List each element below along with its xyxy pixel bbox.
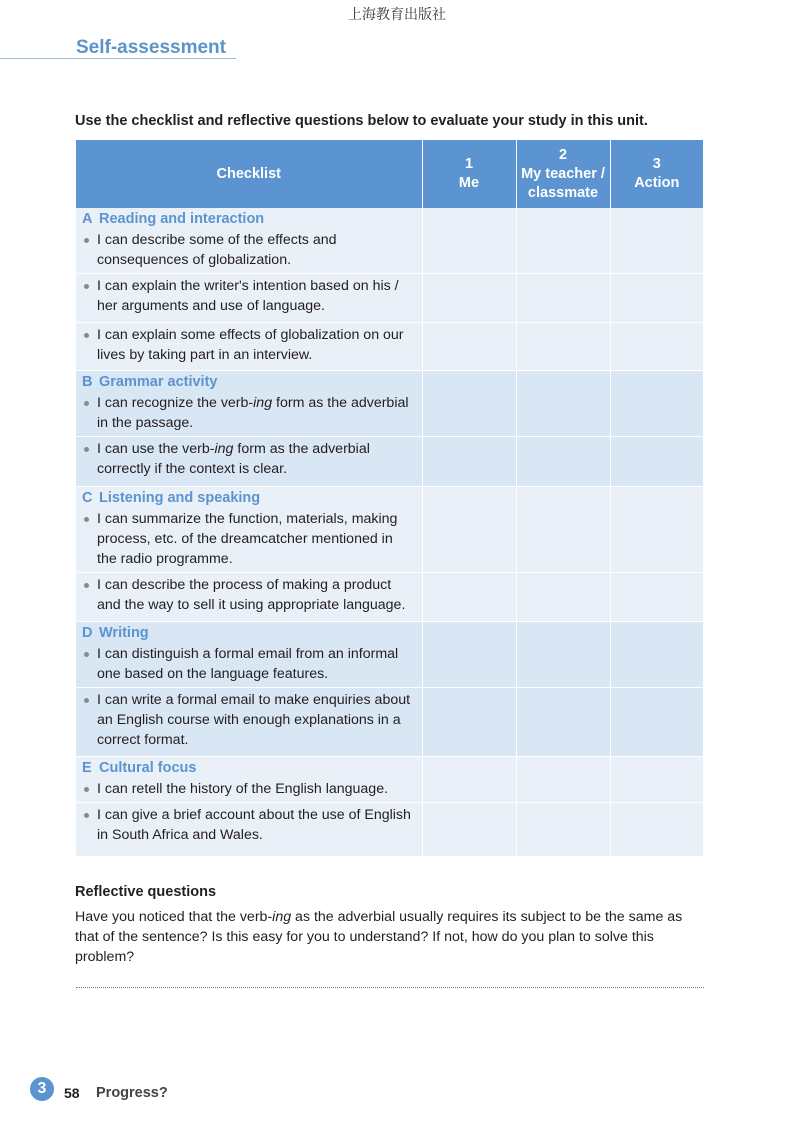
- section-heading: [82, 624, 416, 643]
- reflective-text-post: as the adverbial usually requires its subject to be the same as that of the sentence? Is this easy for you to understand? If not, how do you plan to solve this problem?: [75, 909, 683, 965]
- item-text: I can use the verb-: [97, 441, 215, 457]
- instruction-text: Use the checklist and reflective questions below to evaluate your study in this unit.: [75, 113, 648, 129]
- checklist-item: [82, 509, 416, 569]
- bullet-icon: [84, 447, 89, 452]
- checklist-item: [82, 276, 416, 316]
- checklist-cell: [76, 371, 422, 437]
- item-text: I can give a brief account about the use of English in South Africa and Wales.: [97, 807, 411, 843]
- section-title: Self-assessment: [76, 37, 226, 58]
- table-row: [76, 688, 703, 757]
- header-label: Checklist: [216, 165, 281, 182]
- rating-cell-teacher-classmate[interactable]: [516, 371, 610, 437]
- table-row: [76, 208, 703, 274]
- section-heading: [82, 373, 416, 392]
- checklist-cell: [76, 622, 422, 688]
- table-row: [76, 274, 703, 323]
- reflective-text-pre: Have you noticed that the verb-: [75, 909, 273, 925]
- table-row: [76, 487, 703, 573]
- item-text: I can explain the writer's intention based on his / her arguments and use of language.: [97, 278, 399, 314]
- checklist-item: [82, 575, 416, 615]
- rating-cell-teacher-classmate[interactable]: [516, 573, 610, 622]
- rating-cell-me[interactable]: [422, 323, 516, 371]
- item-text: I can recognize the verb-: [97, 395, 254, 411]
- checklist-item: [82, 230, 416, 270]
- checklist-item: [82, 325, 416, 365]
- rating-cell-action[interactable]: [610, 573, 703, 622]
- item-text: I can retell the history of the English language.: [97, 781, 389, 797]
- table-header-row: [76, 140, 703, 208]
- rating-cell-teacher-classmate[interactable]: [516, 487, 610, 573]
- table-row: [76, 437, 703, 487]
- unit-number-badge: 3: [30, 1077, 54, 1101]
- item-text: I can explain some effects of globalization on our lives by taking part in an interview.: [97, 327, 404, 363]
- item-text: I can describe the process of making a product and the way to sell it using appropriate language.: [97, 577, 406, 613]
- rating-cell-action[interactable]: [610, 274, 703, 323]
- bullet-icon: [84, 787, 89, 792]
- header-checklist: [76, 140, 422, 208]
- rating-cell-action[interactable]: [610, 803, 703, 857]
- reflective-questions-title: Reflective questions: [75, 884, 217, 900]
- bullet-icon: [84, 813, 89, 818]
- item-text: I can write a formal email to make enquiries about an English course with enough explanations in a correct format.: [97, 692, 411, 748]
- checklist-cell: [76, 323, 422, 371]
- rating-cell-me[interactable]: [422, 622, 516, 688]
- item-text-italic: ing: [253, 395, 273, 411]
- section-letter: C: [82, 490, 93, 506]
- rating-cell-teacher-classmate[interactable]: [516, 437, 610, 487]
- header-action: [610, 140, 703, 208]
- header-number: 1: [464, 156, 474, 172]
- rating-cell-teacher-classmate[interactable]: [516, 274, 610, 323]
- rating-cell-action[interactable]: [610, 622, 703, 688]
- table-row: [76, 622, 703, 688]
- checklist-item: [82, 439, 416, 479]
- rating-cell-action[interactable]: [610, 688, 703, 757]
- rating-cell-teacher-classmate[interactable]: [516, 208, 610, 274]
- section-letter: D: [82, 625, 93, 641]
- bullet-icon: [84, 284, 89, 289]
- rating-cell-me[interactable]: [422, 437, 516, 487]
- bullet-icon: [84, 238, 89, 243]
- rating-cell-me[interactable]: [422, 487, 516, 573]
- item-text-rest: form as the adverbial in the passage.: [97, 395, 409, 431]
- checklist-item: [82, 393, 416, 433]
- checklist-cell: [76, 208, 422, 274]
- rating-cell-me[interactable]: [422, 803, 516, 857]
- section-heading-text: Cultural focus: [99, 760, 197, 776]
- rating-cell-action[interactable]: [610, 757, 703, 803]
- rating-cell-me[interactable]: [422, 757, 516, 803]
- rating-cell-teacher-classmate[interactable]: [516, 757, 610, 803]
- footer-label: Progress?: [96, 1085, 168, 1101]
- header-number: 3: [652, 156, 661, 172]
- table-row: [76, 757, 703, 803]
- section-letter: E: [82, 760, 92, 776]
- publisher-name: 上海教育出版社: [348, 7, 446, 23]
- rating-cell-me[interactable]: [422, 208, 516, 274]
- bullet-icon: [84, 333, 89, 338]
- checklist-cell: [76, 274, 422, 323]
- rating-cell-me[interactable]: [422, 274, 516, 323]
- rating-cell-teacher-classmate[interactable]: [516, 622, 610, 688]
- checklist-item: [82, 690, 416, 750]
- reflective-text-em: ing: [272, 909, 292, 925]
- item-text-rest: form as the adverbial correctly if the context is clear.: [97, 441, 370, 477]
- header-label: Action: [634, 175, 680, 191]
- checklist-item: [82, 779, 416, 799]
- rating-cell-action[interactable]: [610, 437, 703, 487]
- checklist-item: [82, 644, 416, 684]
- table-row: [76, 803, 703, 857]
- header-label: Me: [458, 175, 480, 191]
- header-label: My teacher / classmate: [521, 165, 605, 201]
- rating-cell-action[interactable]: [610, 487, 703, 573]
- checklist-body: [76, 208, 703, 857]
- checklist-cell: [76, 487, 422, 573]
- section-heading-text: Listening and speaking: [99, 490, 261, 506]
- section-heading-text: Writing: [99, 625, 149, 641]
- bullet-icon: [84, 583, 89, 588]
- section-letter: B: [82, 374, 93, 390]
- title-underline: [0, 58, 236, 59]
- rating-cell-me[interactable]: [422, 688, 516, 757]
- checklist-item: [82, 805, 416, 845]
- rating-cell-teacher-classmate[interactable]: [516, 323, 610, 371]
- header-teacher-classmate: [516, 140, 610, 208]
- item-text: I can distinguish a formal email from an informal one based on the language features.: [97, 646, 399, 682]
- checklist-cell: [76, 688, 422, 757]
- header-number: 2: [558, 146, 568, 163]
- section-heading-text: Grammar activity: [99, 374, 218, 390]
- bullet-icon: [84, 652, 89, 657]
- reflective-questions-text: [75, 907, 705, 967]
- table-row: [76, 573, 703, 622]
- item-text: I can summarize the function, materials, making process, etc. of the dreamcatcher mentioned in the radio programme.: [97, 511, 398, 567]
- section-heading: [82, 210, 416, 229]
- rating-cell-action[interactable]: [610, 208, 703, 274]
- checklist-cell: [76, 573, 422, 622]
- item-text-italic: ing: [214, 441, 234, 457]
- rating-cell-teacher-classmate[interactable]: [516, 688, 610, 757]
- header-me: [422, 140, 516, 208]
- checklist-cell: [76, 437, 422, 487]
- table-row: [76, 371, 703, 437]
- rating-cell-me[interactable]: [422, 573, 516, 622]
- item-text: I can describe some of the effects and consequences of globalization.: [97, 232, 337, 268]
- bullet-icon: [84, 698, 89, 703]
- answer-line: [76, 987, 704, 988]
- page-number: 58: [64, 1085, 80, 1101]
- rating-cell-me[interactable]: [422, 371, 516, 437]
- rating-cell-action[interactable]: [610, 323, 703, 371]
- bullet-icon: [84, 517, 89, 522]
- checklist-cell: [76, 757, 422, 803]
- section-letter: A: [82, 211, 93, 227]
- bullet-icon: [84, 401, 89, 406]
- section-heading-text: Reading and interaction: [99, 211, 265, 227]
- section-heading: [82, 759, 416, 778]
- checklist-cell: [76, 803, 422, 857]
- rating-cell-teacher-classmate[interactable]: [516, 803, 610, 857]
- section-heading: [82, 489, 416, 508]
- rating-cell-action[interactable]: [610, 371, 703, 437]
- table-row: [76, 323, 703, 371]
- self-assessment-table: [76, 140, 703, 857]
